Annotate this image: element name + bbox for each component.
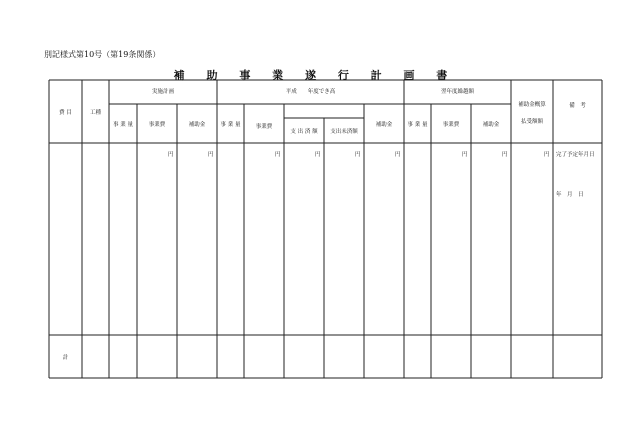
header-haraiuke: 払受額額 <box>520 119 543 125</box>
yen-mark: 円 <box>355 152 361 158</box>
yen-mark: 円 <box>208 152 214 158</box>
header-jigyoryo-1: 事 業 量 <box>113 122 133 128</box>
header-himoku: 費 目 <box>59 110 72 116</box>
document-title: 補 助 事 業 遂 行 計 画 書 <box>173 69 457 82</box>
header-hojokin-1: 補助金 <box>188 122 206 128</box>
header-jigyohi-2: 事業費 <box>255 124 273 130</box>
kanryo-yotei-label: 完了予定年月日 <box>556 152 595 158</box>
header-jigyoryo-2: 事 業 量 <box>220 122 241 128</box>
header-heisei-dekidaka: 平成 年度でき高 <box>285 89 336 95</box>
header-yokunendo-kurikoshi: 翌年度繰越額 <box>440 89 474 95</box>
header-biko: 備 考 <box>569 103 586 109</box>
yen-mark: 円 <box>395 152 401 158</box>
total-label: 計 <box>62 355 69 361</box>
yen-mark: 円 <box>168 152 174 158</box>
header-hojokin-gaisan: 補助金概算 <box>518 102 546 108</box>
header-jigyohi-3: 事業費 <box>442 122 460 128</box>
header-jigyohi-1: 事業費 <box>148 122 166 128</box>
yen-mark: 円 <box>502 152 508 158</box>
yen-mark: 円 <box>315 152 321 158</box>
header-jisshi-keikaku: 実施計画 <box>151 89 174 95</box>
yen-mark: 円 <box>544 152 550 158</box>
yen-mark: 円 <box>275 152 281 158</box>
header-jigyoryo-3: 事 業 量 <box>407 122 428 128</box>
header-hojokin-3: 補助金 <box>482 122 500 128</box>
header-hojokin-2: 補助金 <box>375 122 393 128</box>
yen-mark: 円 <box>462 152 468 158</box>
nengappi-label: 年 月 日 <box>556 192 584 198</box>
header-mishishutsu: 支出未済額 <box>330 129 358 135</box>
header-shishutsu-zumi: 支 出 済 額 <box>290 129 318 135</box>
form-number-label: 別記様式第10号（第19条関係） <box>44 50 161 59</box>
header-koshu: 工種 <box>89 110 101 116</box>
